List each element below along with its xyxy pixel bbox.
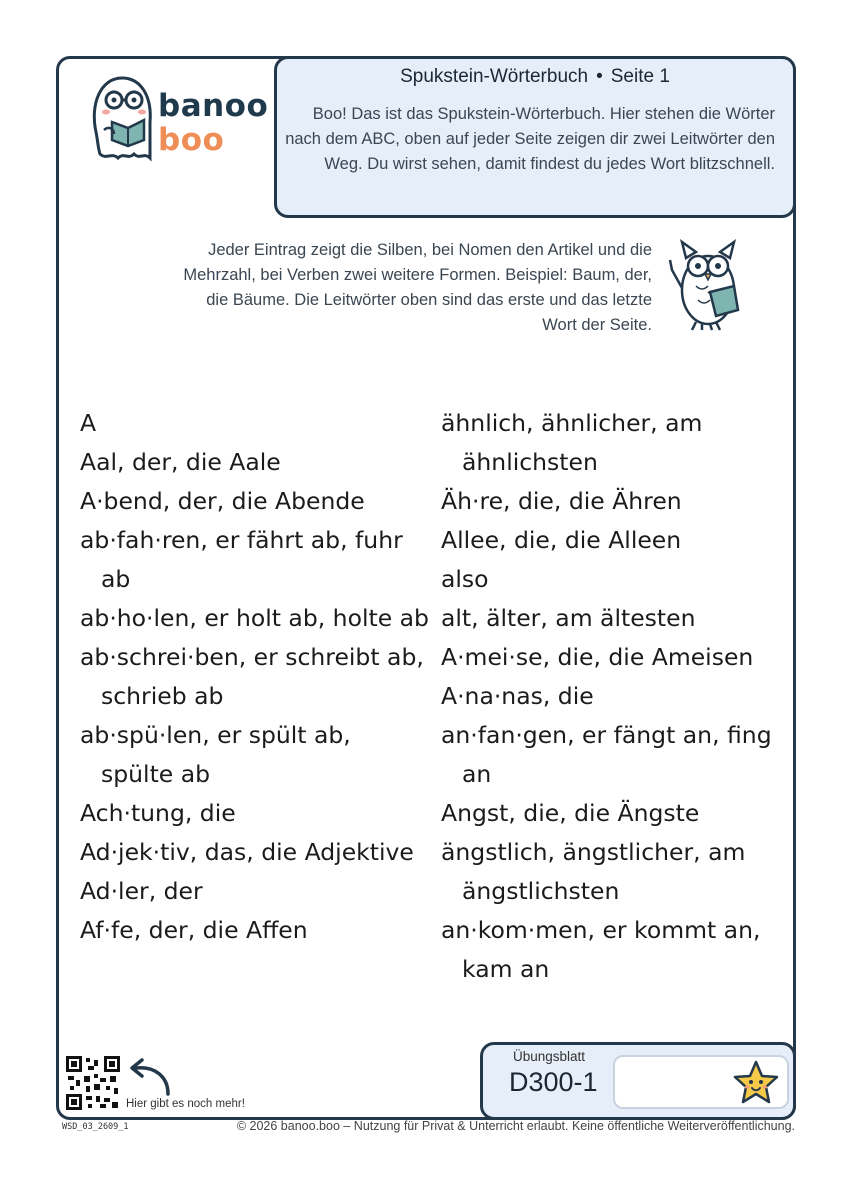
- brand-logo: [82, 70, 272, 170]
- entry: Allee, die, die Alleen: [441, 526, 682, 554]
- entry: Ad·ler, der: [80, 877, 203, 905]
- entry: Angst, die, die Ängste: [441, 799, 700, 827]
- entry: Ad·jek·tiv, das, die Adjektive: [80, 838, 414, 866]
- header-box: [274, 56, 796, 218]
- brand-name-bottom: boo: [158, 122, 225, 158]
- exercise-sheet-box: [480, 1042, 796, 1120]
- entry: alt, älter, am ältesten: [441, 604, 696, 632]
- entry: ab·schrei·ben, er schreibt ab, schrieb ab: [80, 643, 424, 710]
- entry: an·fan·gen, er fängt an, fing an: [441, 721, 772, 788]
- intro-text: Boo! Das ist das Spukstein-Wörterbuch. Hier stehen die Wörter nach dem ABC, oben auf jeder Seite zeigen dir zwei Leitwörter den Weg. Du wirst sehen, damit findest du jedes Wort blitzschnell.: [285, 105, 775, 173]
- entry: ab·ho·len, er holt ab, holte ab: [80, 604, 429, 632]
- document-code: WSD_03_2609_1: [62, 1122, 129, 1132]
- owl-teacher-icon: [662, 230, 758, 334]
- ghost-reading-icon: [82, 70, 162, 170]
- entry: A·na·nas, die: [441, 682, 594, 710]
- entries-column-right: [441, 404, 791, 989]
- entry: ähnlich, ähnlicher, am ähnlichsten: [441, 409, 703, 476]
- entry: A: [80, 409, 97, 437]
- entries-column-left: [80, 404, 430, 950]
- entry: A·mei·se, die, die Ameisen: [441, 643, 754, 671]
- entry: an·kom·men, er kommt an, kam an: [441, 916, 761, 983]
- entry: ab·fah·ren, er fährt ab, fuhr ab: [80, 526, 403, 593]
- copyright-notice: © 2026 banoo.boo – Nutzung für Privat & Unterricht erlaubt. Keine öffentliche Weiterveröffentlichung.: [236, 1119, 795, 1133]
- entry: Ach·tung, die: [80, 799, 236, 827]
- dictionary-title: Spukstein-Wörterbuch: [400, 66, 589, 87]
- entry: ängstlich, ängstlicher, am ängstlichsten: [441, 838, 746, 905]
- instructions-text: Jeder Eintrag zeigt die Silben, bei Nomen den Artikel und die Mehrzahl, bei Verben zwei weitere Formen. Beispiel: Baum, der, die Bäume. Die Leitwörter oben sind das erste und das letzte Wort der Seite.: [183, 241, 652, 334]
- score-field[interactable]: [613, 1055, 789, 1109]
- page-number: Seite 1: [610, 66, 670, 87]
- qr-code-icon[interactable]: [66, 1056, 120, 1110]
- entry: also: [441, 565, 489, 593]
- entry: ab·spü·len, er spült ab, spülte ab: [80, 721, 351, 788]
- smiling-star-icon: [731, 1059, 781, 1107]
- entry: Äh·re, die, die Ähren: [441, 487, 682, 515]
- curved-arrow-icon: [124, 1058, 176, 1098]
- entry: Af·fe, der, die Affen: [80, 916, 308, 944]
- entry: Aal, der, die Aale: [80, 448, 281, 476]
- sheet-label: Übungsblatt: [513, 1049, 586, 1064]
- entry: A·bend, der, die Abende: [80, 487, 365, 515]
- header-title-line: [277, 66, 793, 88]
- title-separator: •: [596, 66, 603, 87]
- more-link-text[interactable]: Hier gibt es noch mehr!: [126, 1098, 245, 1110]
- sheet-code: D300-1: [509, 1067, 598, 1097]
- brand-name-top: banoo: [158, 88, 269, 124]
